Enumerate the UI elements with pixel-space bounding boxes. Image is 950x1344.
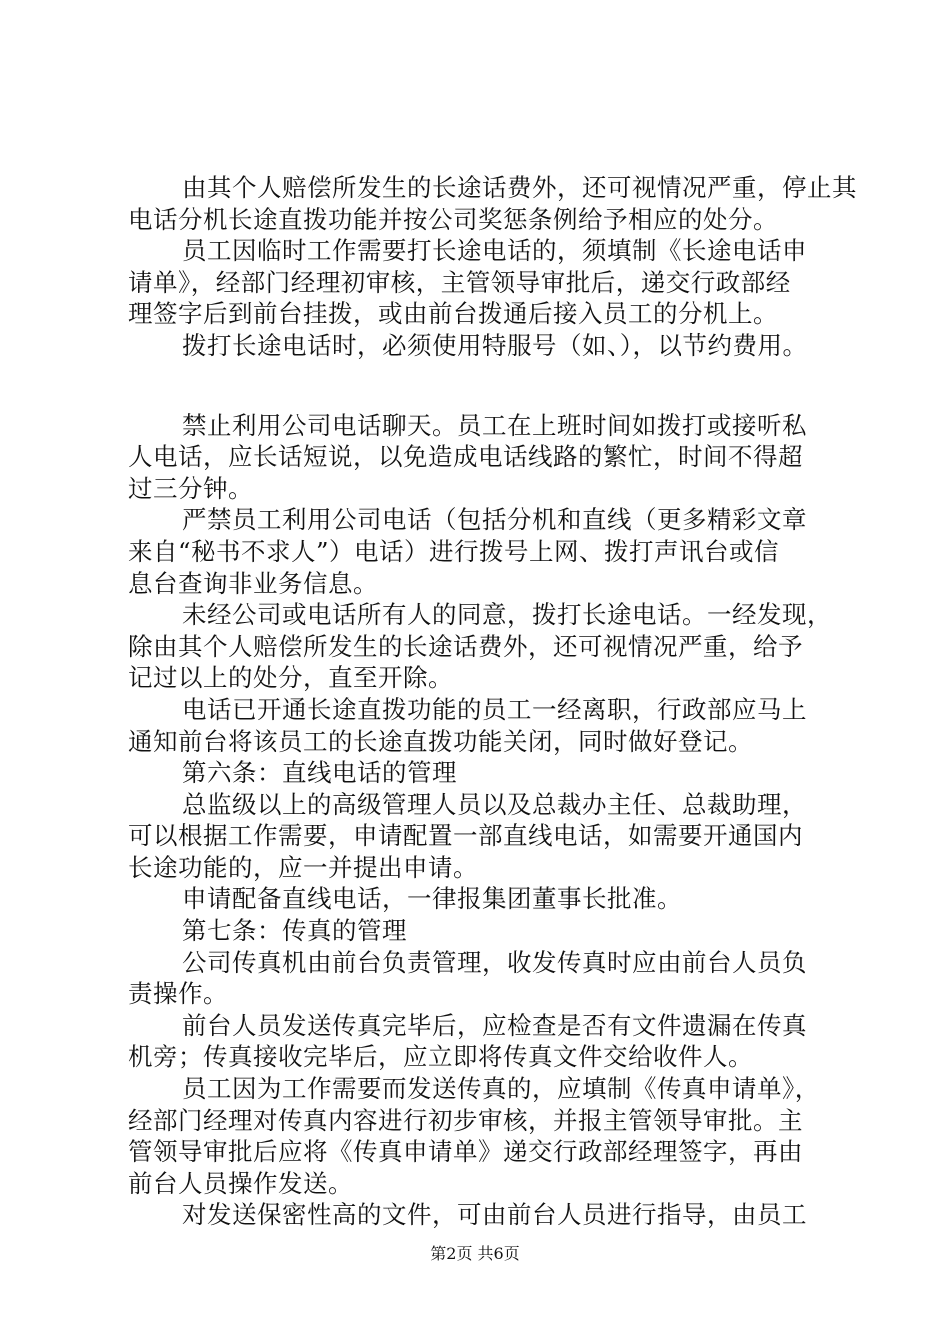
text-line: 公司传真机由前台负责管理，收发传真时应由前台人员负 [182, 947, 807, 977]
paragraph [128, 694, 858, 757]
text-line: 理签字后到前台挂拨，或由前台拨通后接入员工的分机上。 [128, 299, 778, 329]
text-line: 禁止利用公司电话聊天。员工在上班时间如拨打或接听私 [182, 410, 807, 440]
paragraph [128, 947, 858, 1010]
text-line: 员工因临时工作需要打长途电话的，须填制《长途电话申 [182, 236, 807, 266]
text-line: 责操作。 [128, 979, 228, 1009]
text-line: 过三分钟。 [128, 473, 253, 503]
text-line: 除由其个人赔偿所发生的长途话费外，还可视情况严重，给予 [128, 631, 803, 661]
text-line: 总监级以上的高级管理人员以及总裁办主任、总裁助理， [182, 789, 807, 819]
paragraph [128, 235, 858, 330]
text-line: 人电话，应长话短说，以免造成电话线路的繁忙，时间不得超 [128, 442, 803, 472]
text-line: 长途功能的，应一并提出申请。 [128, 852, 478, 882]
text-line: 严禁员工利用公司电话（包括分机和直线（更多精彩文章 [182, 505, 807, 535]
paragraph [128, 504, 858, 599]
paragraph [128, 1010, 858, 1073]
text-line: 电话已开通长途直拨功能的员工一经离职，行政部应马上 [182, 694, 807, 724]
document-body [128, 172, 858, 1231]
text-line: 息台查询非业务信息。 [128, 568, 378, 598]
paragraph [128, 1073, 858, 1199]
paragraph-block-2 [128, 410, 858, 1231]
paragraph [128, 883, 858, 915]
paragraph [128, 1199, 858, 1231]
text-line: 前台人员发送传真完毕后，应检查是否有文件遗漏在传真 [182, 1010, 807, 1040]
paragraph-block-1 [128, 172, 858, 362]
text-line: 拨打长途电话时，必须使用特服号（如、），以节约费用。 [182, 330, 808, 360]
paragraph [128, 410, 858, 505]
paragraph [128, 599, 858, 694]
page-footer: 第2页 共6页 [430, 1244, 520, 1263]
paragraph [128, 915, 858, 947]
text-line: 来自“秘书不求人”）电话）进行拨号上网、拨打声讯台或信 [128, 536, 780, 566]
text-line: 管领导审批后应将《传真申请单》递交行政部经理签字，再由 [128, 1137, 803, 1167]
text-line: 申请配备直线电话，一律报集团董事长批准。 [182, 884, 682, 914]
paragraph [128, 330, 858, 362]
text-line: 第七条：传真的管理 [182, 916, 407, 946]
paragraph [128, 789, 858, 884]
text-line: 前台人员操作发送。 [128, 1168, 353, 1198]
text-line: 通知前台将该员工的长途直拨功能关闭，同时做好登记。 [128, 726, 753, 756]
text-line: 由其个人赔偿所发生的长途话费外，还可视情况严重，停止其 [182, 173, 857, 202]
text-line: 员工因为工作需要而发送传真的，应填制《传真申请单》， [182, 1074, 820, 1104]
text-line: 经部门经理对传真内容进行初步审核，并报主管领导审批。主 [128, 1105, 803, 1135]
text-line: 请单》，经部门经理初审核，主管领导审批后，递交行政部经 [128, 267, 791, 297]
text-line: 对发送保密性高的文件，可由前台人员进行指导，由员工 [182, 1200, 807, 1230]
text-line: 电话分机长途直拨功能并按公司奖惩条例给予相应的处分。 [128, 204, 778, 234]
paragraph-gap [128, 362, 858, 410]
paragraph [128, 172, 858, 235]
paragraph [128, 757, 858, 789]
text-line: 记过以上的处分，直至开除。 [128, 663, 453, 693]
text-line: 第六条：直线电话的管理 [182, 758, 457, 788]
text-line: 机旁；传真接收完毕后，应立即将传真文件交给收件人。 [128, 1042, 753, 1072]
text-line: 未经公司或电话所有人的同意，拨打长途电话。一经发现， [182, 600, 832, 630]
text-line: 可以根据工作需要，申请配置一部直线电话，如需要开通国内 [128, 821, 803, 851]
